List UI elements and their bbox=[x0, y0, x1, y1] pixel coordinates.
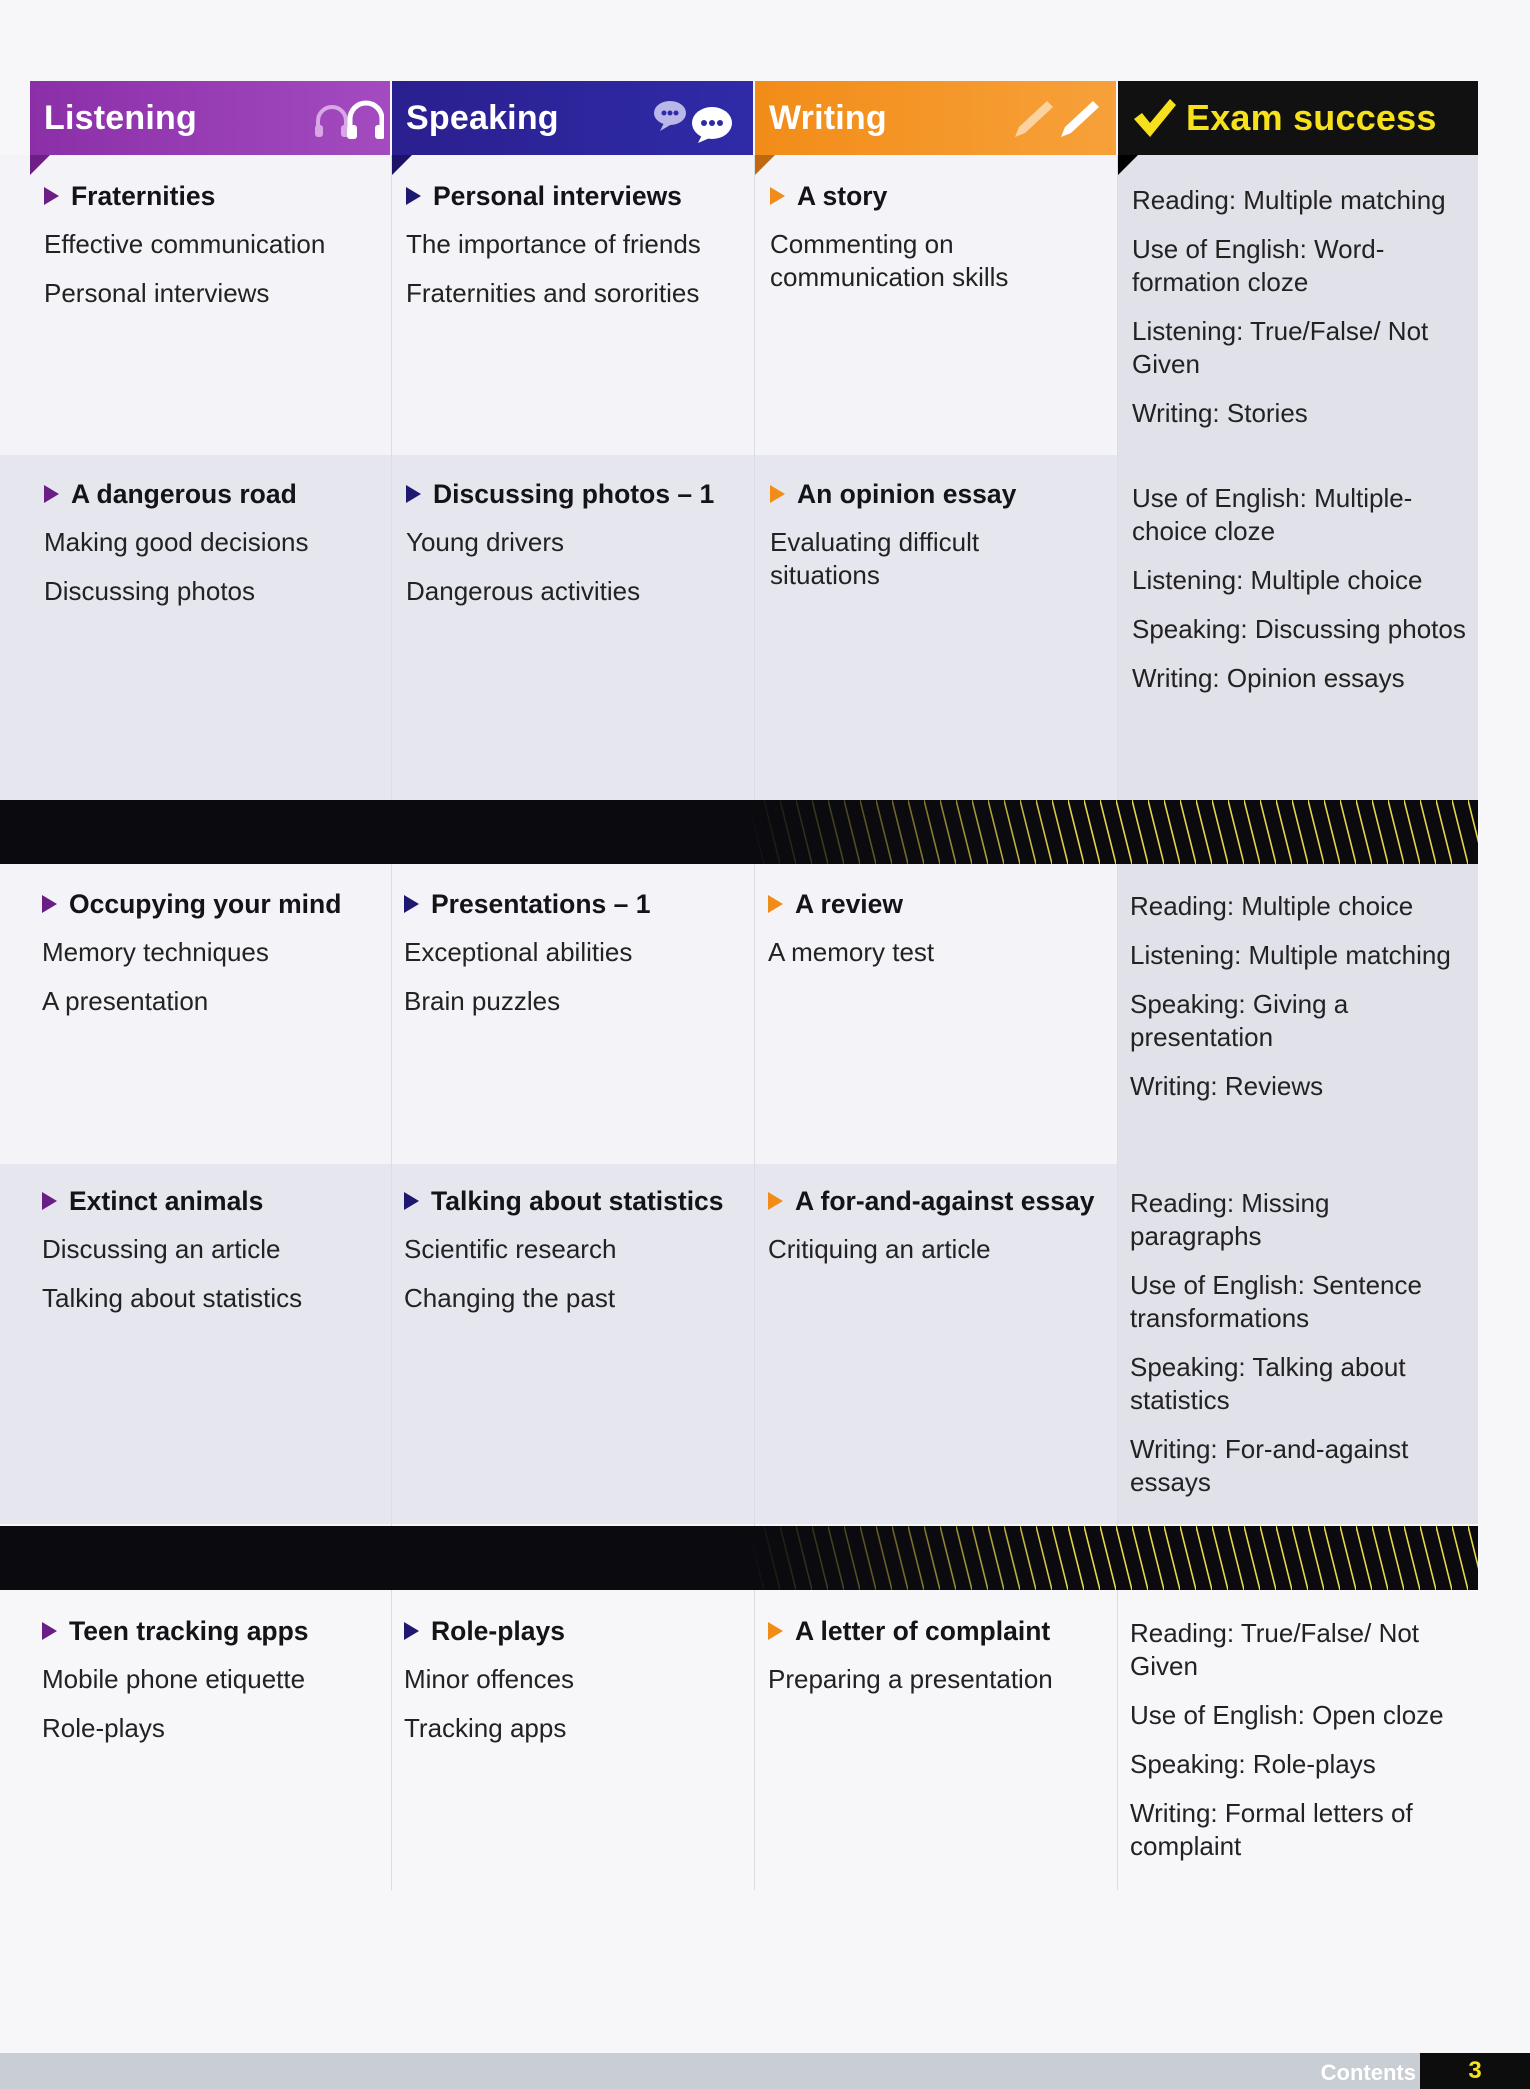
exam-item: Use of English: Multiple-choice cloze bbox=[1132, 483, 1413, 546]
speaking-cell-3 bbox=[404, 888, 749, 1034]
headphones-icon bbox=[312, 97, 384, 141]
exam-item: Writing: Opinion essays bbox=[1132, 663, 1405, 693]
writing-cell-4 bbox=[768, 1185, 1098, 1282]
listening-item: Role-plays bbox=[42, 1713, 165, 1743]
writing-item: Critiquing an article bbox=[768, 1234, 991, 1264]
triangle-bullet-icon bbox=[404, 895, 419, 913]
triangle-bullet-icon bbox=[44, 187, 59, 205]
speaking-item: Exceptional abilities bbox=[404, 937, 633, 967]
exam-cell-4 bbox=[1130, 1187, 1465, 1515]
header-speaking-label: Speaking bbox=[406, 98, 559, 137]
exam-item: Use of English: Open cloze bbox=[1130, 1700, 1444, 1730]
triangle-bullet-icon bbox=[770, 485, 785, 503]
triangle-bullet-icon bbox=[42, 1622, 57, 1640]
exam-item: Reading: True/False/ Not Given bbox=[1130, 1618, 1420, 1681]
listening-cell-4 bbox=[42, 1185, 387, 1331]
listening-item: Personal interviews bbox=[44, 278, 270, 308]
exam-cell-2 bbox=[1132, 482, 1467, 711]
triangle-bullet-icon bbox=[42, 1192, 57, 1210]
diagonal-stripes bbox=[748, 800, 1478, 864]
listening-topic: Fraternities bbox=[44, 180, 389, 212]
speaking-topic: Presentations – 1 bbox=[404, 888, 749, 920]
header-listening bbox=[30, 81, 390, 155]
speaking-item: Scientific research bbox=[404, 1234, 617, 1264]
footer-section-label: Contents bbox=[1320, 2060, 1416, 2085]
exam-item: Listening: Multiple matching bbox=[1130, 940, 1451, 970]
writing-topic: A letter of complaint bbox=[768, 1615, 1098, 1647]
writing-cell-3 bbox=[768, 888, 1058, 985]
listening-topic: Teen tracking apps bbox=[42, 1615, 387, 1647]
speaking-item: Dangerous activities bbox=[406, 576, 641, 606]
column-divider bbox=[1117, 155, 1118, 1890]
exam-cell-5 bbox=[1130, 1617, 1465, 1879]
triangle-bullet-icon bbox=[768, 1622, 783, 1640]
listening-item: Effective communication bbox=[44, 229, 326, 259]
header-listening-label: Listening bbox=[44, 98, 197, 137]
triangle-bullet-icon bbox=[404, 1622, 419, 1640]
triangle-bullet-icon bbox=[404, 1192, 419, 1210]
pencil-icon bbox=[1009, 97, 1105, 143]
listening-cell-3 bbox=[42, 888, 387, 1034]
speaking-cell-4 bbox=[404, 1185, 749, 1331]
listening-item: A presentation bbox=[42, 986, 209, 1016]
header-speaking bbox=[392, 81, 753, 155]
listening-item: Mobile phone etiquette bbox=[42, 1664, 306, 1694]
exam-item: Writing: Formal letters of complaint bbox=[1130, 1798, 1413, 1861]
exam-item: Speaking: Discussing photos bbox=[1132, 614, 1466, 644]
section-divider bbox=[0, 800, 1478, 864]
header-exam-success bbox=[1118, 81, 1478, 155]
speaking-item: Tracking apps bbox=[404, 1713, 567, 1743]
writing-topic: A story bbox=[770, 180, 1060, 212]
page-number: 3 bbox=[1420, 2053, 1530, 2089]
speaking-topic: Talking about statistics bbox=[404, 1185, 749, 1217]
exam-cell-3 bbox=[1130, 890, 1465, 1119]
triangle-bullet-icon bbox=[44, 485, 59, 503]
triangle-bullet-icon bbox=[406, 485, 421, 503]
listening-topic: Extinct animals bbox=[42, 1185, 387, 1217]
speaking-topic: Personal interviews bbox=[406, 180, 751, 212]
listening-cell-5 bbox=[42, 1615, 387, 1761]
exam-item: Reading: Multiple choice bbox=[1130, 891, 1414, 921]
triangle-bullet-icon bbox=[770, 187, 785, 205]
listening-item: Talking about statistics bbox=[42, 1283, 303, 1313]
listening-item: Making good decisions bbox=[44, 527, 309, 557]
header-writing bbox=[755, 81, 1116, 155]
speech-bubbles-icon bbox=[646, 97, 738, 145]
triangle-bullet-icon bbox=[768, 895, 783, 913]
diagonal-stripes bbox=[748, 1526, 1478, 1590]
speaking-item: Changing the past bbox=[404, 1283, 616, 1313]
writing-item: Preparing a presentation bbox=[768, 1664, 1053, 1694]
header-exam-label: Exam success bbox=[1186, 97, 1437, 138]
exam-item: Listening: Multiple choice bbox=[1132, 565, 1423, 595]
exam-item: Writing: Stories bbox=[1132, 398, 1308, 428]
writing-item: Commenting on communication skills bbox=[770, 229, 1009, 292]
speaking-cell-2 bbox=[406, 478, 751, 624]
listening-item: Discussing photos bbox=[44, 576, 255, 606]
exam-item: Speaking: Role-plays bbox=[1130, 1749, 1376, 1779]
section-divider bbox=[0, 1526, 1478, 1590]
writing-topic: A review bbox=[768, 888, 1058, 920]
exam-item: Listening: True/False/ Not Given bbox=[1132, 316, 1429, 379]
speaking-topic: Role-plays bbox=[404, 1615, 749, 1647]
speaking-cell-5 bbox=[404, 1615, 749, 1761]
exam-item: Speaking: Talking about statistics bbox=[1130, 1352, 1406, 1415]
writing-item: Evaluating difficult situations bbox=[770, 527, 980, 590]
listening-topic: A dangerous road bbox=[44, 478, 389, 510]
header-writing-label: Writing bbox=[769, 98, 887, 137]
speaking-item: Brain puzzles bbox=[404, 986, 561, 1016]
column-divider bbox=[754, 155, 755, 1890]
triangle-bullet-icon bbox=[768, 1192, 783, 1210]
exam-item: Use of English: Sentence transformations bbox=[1130, 1270, 1422, 1333]
listening-item: Memory techniques bbox=[42, 937, 269, 967]
exam-cell-1 bbox=[1132, 184, 1467, 446]
speaking-item: The importance of friends bbox=[406, 229, 701, 259]
speaking-item: Young drivers bbox=[406, 527, 565, 557]
listening-cell-1 bbox=[44, 180, 389, 326]
checkmark-icon bbox=[1132, 97, 1176, 139]
column-divider bbox=[391, 155, 392, 1890]
speaking-cell-1 bbox=[406, 180, 751, 326]
speaking-topic: Discussing photos – 1 bbox=[406, 478, 751, 510]
speaking-item: Fraternities and sororities bbox=[406, 278, 700, 308]
exam-item: Reading: Missing paragraphs bbox=[1130, 1188, 1330, 1251]
exam-item: Reading: Multiple matching bbox=[1132, 185, 1446, 215]
exam-item: Writing: For-and-against essays bbox=[1130, 1434, 1409, 1497]
exam-item: Use of English: Word-formation cloze bbox=[1132, 234, 1385, 297]
writing-cell-2 bbox=[770, 478, 1060, 608]
writing-topic: A for-and-against essay bbox=[768, 1185, 1098, 1217]
exam-item: Speaking: Giving a presentation bbox=[1130, 989, 1349, 1052]
listening-cell-2 bbox=[44, 478, 389, 624]
footer-bar bbox=[0, 2053, 1530, 2089]
writing-topic: An opinion essay bbox=[770, 478, 1060, 510]
triangle-bullet-icon bbox=[42, 895, 57, 913]
exam-item: Writing: Reviews bbox=[1130, 1071, 1324, 1101]
writing-item: A memory test bbox=[768, 937, 935, 967]
listening-topic: Occupying your mind bbox=[42, 888, 387, 920]
writing-cell-1 bbox=[770, 180, 1060, 310]
writing-cell-5 bbox=[768, 1615, 1098, 1712]
speaking-item: Minor offences bbox=[404, 1664, 575, 1694]
triangle-bullet-icon bbox=[406, 187, 421, 205]
listening-item: Discussing an article bbox=[42, 1234, 281, 1264]
